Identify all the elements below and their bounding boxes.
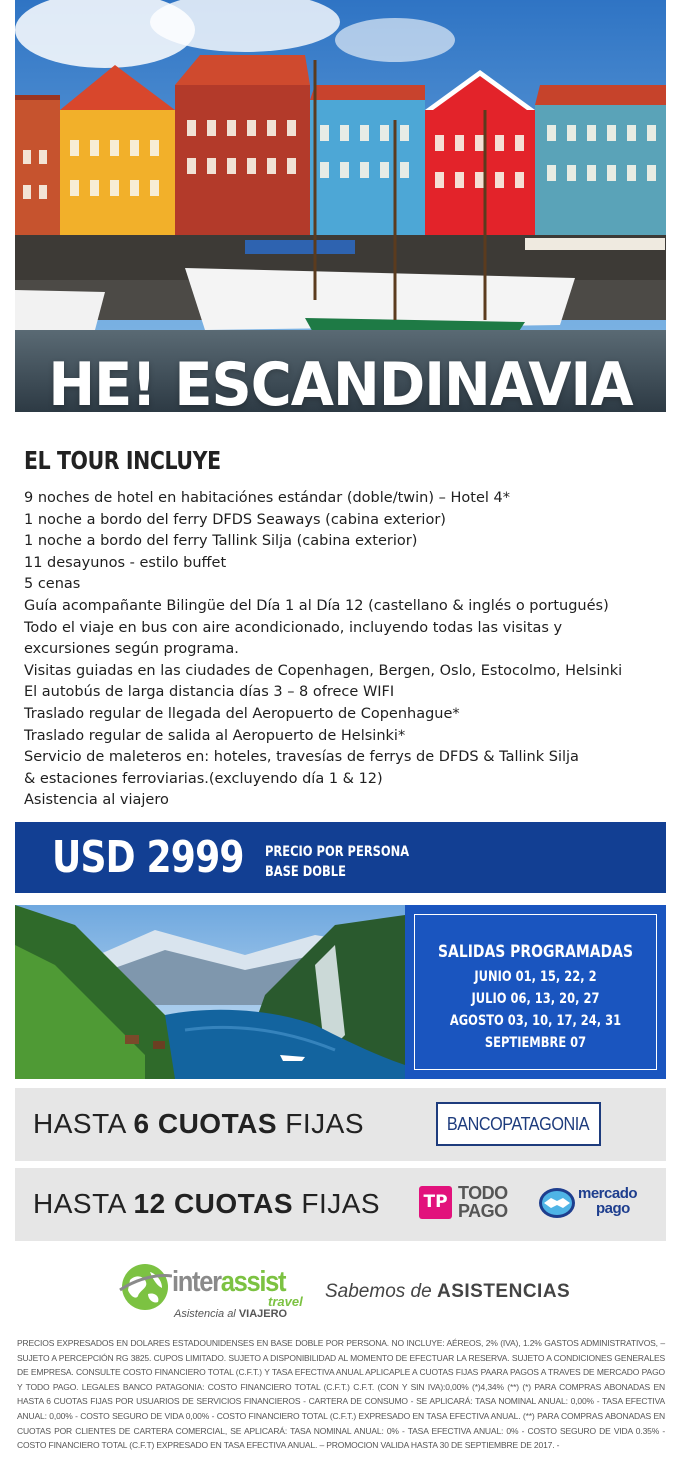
departure-dates: SEPTIEMBRE 07 bbox=[484, 1035, 587, 1051]
list-item: Traslado regular de salida al Aeropuerto de Helsinki* bbox=[24, 727, 406, 744]
installments-suffix: FIJAS bbox=[277, 1108, 365, 1139]
legal-disclaimer: PRECIOS EXPRESADOS EN DOLARES ESTADOUNIDENSES EN BASE DOBLE POR PERSONA. NO INCLUYE: AÉREOS, 2% (IVA), 1.2% GASTOS ADMINISTRATIVOS, – SUJETO A PERCEPCIÓN RG 3825. CUPOS LIMITADO. SUJETO A DISPONIBILIDAD AL MOMENTO DE EFECTUAR LA RESERVA. SUJETO A CONDICIONES GENERALES DE EMPRESA. CONSULTE COSTO FINANCIERO TOTAL (C.F.T.) Y TASA EFECTIVA ANUAL APLICAPLE A CUOTAS FIJAS PAARA PAGOS A TRAVES DE MERCADO PAGO Y TODO PAGO. LEGALES BANCO PATAGONIA: COSTO FINANCIERO TOTAL (C.F.T.) C.F.T. (CON Y SIN IVA):0,00% (*)4,34% (**) (*) PARA COMPRAS ABONADAS EN HASTA 6 CUOTAS FIJAS POR USUARIOS DE SERVICIOS FINANCIEROS - CARTERA DE CONSUMO - SE APLICARÁ: TASA NOMINAL ANUAL: 0,00% - TASA EFECTIVA ANUAL: 0,00% - COSTO SEGURO DE VIDA 0,00% - COSTO FINANCIERO TOTAL (C.F.T.) EXPRESADO EN TASA EFECTIVA ANUAL. (**) PARA COMPRAS ABONADAS EN CUOTAS POR CLIENTES DE CARTERA COMERCIAL, SE APLICARÁ: TASA NOMINAL ANUAL: 0% - TASA EFECTIVA ANUAL: 0% - COSTO SEGURO DE VIDA 0.35% - COSTO FINANCIERO TOTAL (C.F.T) EXPRESADO EN TASA EFECTIVA ANUAL. – PROMOCION VALIDA HASTA 30 DE SEPTIEMBRE DE 2017. - bbox=[17, 1338, 665, 1451]
list-item: Todo el viaje en bus con aire acondicionado, incluyendo todas las visitas y excursiones según programa. bbox=[24, 619, 563, 658]
installments-prefix: HASTA bbox=[33, 1188, 134, 1219]
interassist-slogan bbox=[325, 1281, 570, 1303]
price-note-line: BASE DOBLE bbox=[265, 864, 346, 880]
slogan-italic: Sabemos de bbox=[325, 1281, 437, 1302]
list-item: Visitas guiadas en las ciudades de Copenhagen, Bergen, Oslo, Estocolmo, Helsinki bbox=[24, 662, 623, 679]
mercado-pago-line: pago bbox=[596, 1200, 630, 1217]
list-item: 11 desayunos - estilo buffet bbox=[24, 554, 227, 571]
interassist-tagline bbox=[174, 1308, 287, 1320]
interassist-tagline-prefix: Asistencia al bbox=[174, 1308, 239, 1320]
installments-6-banner bbox=[15, 1088, 666, 1161]
price-note-line: PRECIO POR PERSONA bbox=[265, 844, 410, 860]
interassist-wordmark-inter: inter bbox=[172, 1266, 221, 1298]
installments-6-text bbox=[33, 1108, 364, 1140]
interassist-logo bbox=[118, 1256, 318, 1326]
slogan-bold: ASISTENCIAS bbox=[436, 1281, 571, 1302]
interassist-tagline-bold: VIAJERO bbox=[238, 1308, 288, 1320]
departure-dates: JULIO 06, 13, 20, 27 bbox=[471, 991, 600, 1007]
fjord-photo bbox=[15, 905, 405, 1079]
scheduled-departures-box bbox=[405, 905, 666, 1079]
installments-prefix: HASTA bbox=[33, 1108, 134, 1139]
installments-count: 12 CUOTAS bbox=[133, 1188, 294, 1219]
list-item: Asistencia al viajero bbox=[24, 792, 169, 809]
interassist-wordmark-assist: assist bbox=[220, 1266, 286, 1298]
price-value: USD 2999 bbox=[52, 832, 244, 883]
tour-includes-list bbox=[24, 488, 664, 812]
list-item: Traslado regular de llegada del Aeropuerto de Copenhague* bbox=[24, 705, 460, 722]
list-item: 9 noches de hotel en habitaciónes estándar (doble/twin) – Hotel 4* bbox=[24, 490, 510, 506]
mercado-pago-logo bbox=[538, 1184, 648, 1224]
mercado-pago-wordmark bbox=[578, 1186, 637, 1216]
installments-suffix: FIJAS bbox=[293, 1188, 381, 1219]
todo-pago-wordmark bbox=[458, 1184, 508, 1220]
todo-pago-logo bbox=[419, 1184, 511, 1224]
destination-title: HE! ESCANDINAVIA bbox=[48, 350, 633, 412]
banco-patagonia-logo bbox=[436, 1102, 601, 1146]
list-item: 1 noche a bordo del ferry Tallink Silja (cabina exterior) bbox=[24, 533, 418, 550]
todo-pago-line: TODO bbox=[458, 1183, 508, 1203]
price-banner bbox=[15, 822, 666, 893]
list-item: 5 cenas bbox=[24, 576, 81, 593]
list-item: 1 noche a bordo del ferry DFDS Seaways (cabina exterior) bbox=[24, 511, 446, 528]
departure-dates: AGOSTO 03, 10, 17, 24, 31 bbox=[449, 1013, 622, 1029]
tour-includes-heading: EL TOUR INCLUYE bbox=[24, 446, 221, 475]
todo-pago-icon: TP bbox=[419, 1186, 452, 1219]
mercado-pago-line: mercado bbox=[578, 1185, 638, 1202]
price-note bbox=[265, 842, 409, 882]
departures-frame bbox=[414, 914, 657, 1070]
departure-dates: JUNIO 01, 15, 22, 2 bbox=[474, 969, 597, 985]
installments-count: 6 CUOTAS bbox=[133, 1108, 278, 1139]
installments-12-banner bbox=[15, 1168, 666, 1241]
list-item: El autobús de larga distancia días 3 – 8 ofrece WIFI bbox=[24, 684, 395, 701]
handshake-icon bbox=[538, 1186, 576, 1220]
list-item: Guía acompañante Bilingüe del Día 1 al Día 12 (castellano & inglés o portugués) bbox=[24, 597, 609, 614]
banco-patagonia-wordmark: BANCOPATAGONIA bbox=[447, 1113, 590, 1134]
interassist-travel: travel bbox=[268, 1294, 303, 1309]
globe-icon bbox=[118, 1260, 172, 1314]
hero-banner bbox=[15, 0, 666, 412]
fjord-illustration bbox=[15, 905, 405, 1079]
todo-pago-line: PAGO bbox=[458, 1201, 508, 1221]
departures-title: SALIDAS PROGRAMADAS bbox=[438, 942, 633, 962]
list-item: Servicio de maleteros en: hoteles, travesías de ferrys de DFDS & Tallink Silja & estaciones ferroviarias.(excluyendo día 1 & 12) bbox=[24, 749, 579, 787]
installments-12-text bbox=[33, 1188, 380, 1220]
